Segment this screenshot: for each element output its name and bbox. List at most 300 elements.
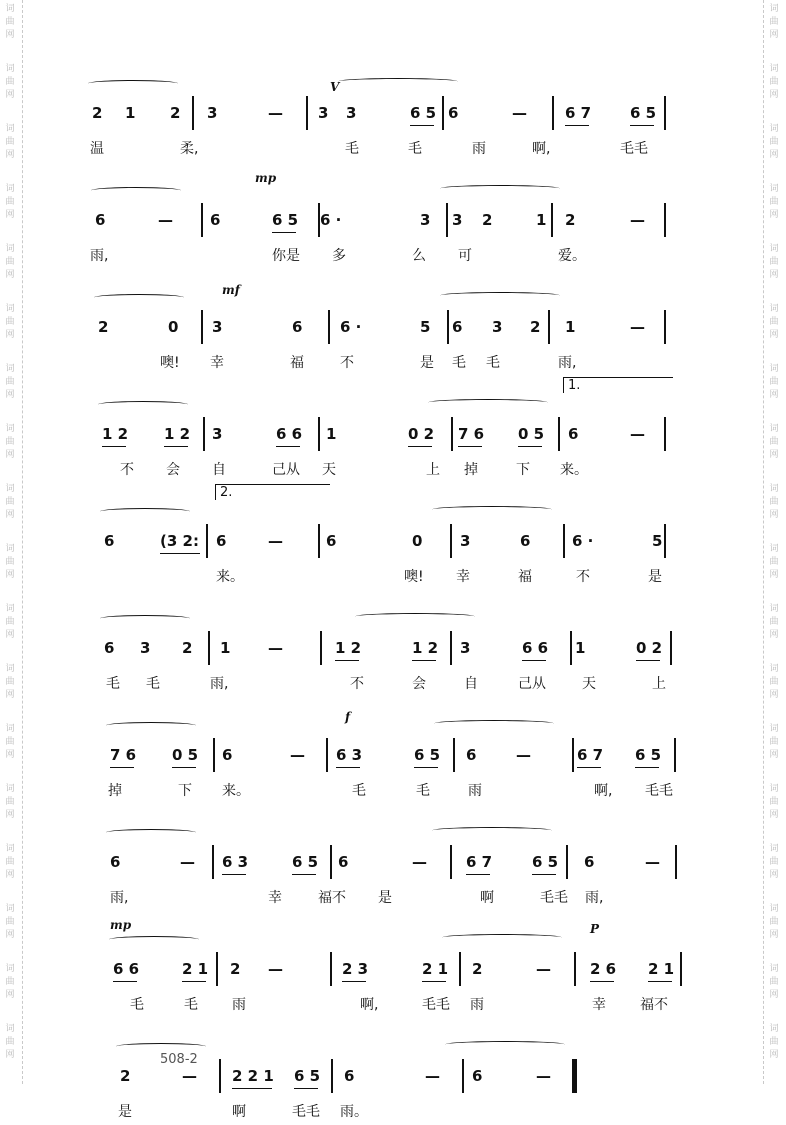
note: 6 5 (532, 853, 559, 871)
note: 6 (326, 532, 337, 550)
note: — (268, 639, 283, 657)
note: — (290, 746, 305, 764)
note: 6 7 (466, 853, 493, 871)
note: 6 7 (577, 746, 604, 764)
watermark-char: 词 (769, 184, 779, 194)
note: 3 (452, 211, 463, 229)
bar-line (462, 1059, 464, 1093)
bar-line (664, 310, 666, 344)
lyric: 温 (90, 141, 104, 157)
note: 3 (460, 639, 471, 657)
bar-line (570, 631, 572, 665)
watermark-char: 网 (5, 630, 15, 640)
bar-line (447, 310, 449, 344)
note: — (645, 853, 660, 871)
note: 6 5 (410, 104, 437, 122)
slur (106, 829, 196, 836)
watermark-char: 网 (769, 510, 779, 520)
watermark-char: 词 (5, 784, 15, 794)
watermark-char: 词 (769, 64, 779, 74)
note: 6 (568, 425, 579, 443)
score-system (0, 171, 786, 269)
note: 6 7 (565, 104, 592, 122)
watermark-char: 网 (769, 870, 779, 880)
slur (100, 615, 190, 622)
watermark-char: 曲 (5, 137, 15, 147)
note: 6 (452, 318, 463, 336)
watermark-char: 曲 (5, 197, 15, 207)
note: 1 2 (412, 639, 439, 657)
bar-line (330, 845, 332, 879)
note: 2 (565, 211, 576, 229)
note: 6 5 (294, 1067, 321, 1085)
note: 2 (472, 960, 483, 978)
volta-bracket: 1. (563, 377, 673, 393)
bar-line (318, 524, 320, 558)
note: 6 (292, 318, 303, 336)
note: 3 (492, 318, 503, 336)
note: — (425, 1067, 440, 1085)
lyric: 雨, (585, 890, 604, 906)
bar-line (664, 203, 666, 237)
lyric: 噢! (404, 569, 424, 585)
note: 6 · (320, 211, 342, 229)
score-system (0, 710, 786, 804)
lyric: 雨, (558, 355, 577, 371)
note: 6 (584, 853, 595, 871)
score-system (0, 378, 786, 483)
watermark-char: 网 (769, 90, 779, 100)
watermark-char: 网 (769, 630, 779, 640)
note: 6 (338, 853, 349, 871)
note: 7 6 (458, 425, 485, 443)
note: 6 (210, 211, 221, 229)
lyric: 毛 (452, 355, 466, 371)
bar-line (664, 524, 666, 558)
note: 3 (318, 104, 329, 122)
lyric: 幸 (268, 890, 282, 906)
watermark-char: 曲 (5, 257, 15, 267)
slur (109, 936, 199, 943)
slur (440, 292, 560, 299)
watermark-char: 网 (5, 450, 15, 460)
beam-line (408, 446, 432, 447)
bar-line (206, 524, 208, 558)
slur (88, 80, 178, 87)
note: 3 (346, 104, 357, 122)
watermark-char: 词 (5, 1024, 15, 1034)
watermark-char: 词 (5, 4, 15, 14)
watermark-char: 曲 (769, 557, 779, 567)
beam-line (110, 767, 134, 768)
note: 6 (216, 532, 227, 550)
note: — (516, 746, 531, 764)
lyric: 毛毛 (540, 890, 568, 906)
watermark-char: 网 (769, 270, 779, 280)
lyric: 会 (412, 676, 426, 692)
watermark-char: 网 (5, 390, 15, 400)
slur (428, 399, 548, 406)
watermark-char: 词 (769, 124, 779, 134)
watermark-char: 网 (769, 810, 779, 820)
beam-line (458, 446, 482, 447)
watermark-char: 词 (769, 844, 779, 854)
bar-line (563, 524, 565, 558)
note: 6 (104, 639, 115, 657)
bar-line (306, 96, 308, 130)
bar-line (453, 738, 455, 772)
watermark-char: 曲 (5, 797, 15, 807)
lyric: 福 (290, 355, 304, 371)
watermark-char: 词 (5, 424, 15, 434)
watermark-char: 曲 (5, 317, 15, 327)
watermark-char: 网 (769, 150, 779, 160)
slur (440, 185, 560, 192)
bar-line (680, 952, 682, 986)
lyric: 毛 (486, 355, 500, 371)
watermark-char: 曲 (769, 77, 779, 87)
bar-line (328, 310, 330, 344)
note: 0 5 (518, 425, 545, 443)
watermark-char: 曲 (5, 1037, 15, 1047)
lyric: 己从 (518, 676, 546, 692)
watermark-char: 网 (769, 690, 779, 700)
note: 1 (565, 318, 576, 336)
lyric: 你是 (272, 248, 300, 264)
slur (442, 934, 562, 941)
bar-line (558, 417, 560, 451)
watermark-char: 网 (5, 870, 15, 880)
note: 1 2 (335, 639, 362, 657)
beam-line (414, 767, 438, 768)
note: 6 (110, 853, 121, 871)
lyric: 来。 (560, 462, 588, 478)
lyric: 爱。 (558, 248, 586, 264)
bar-line (212, 845, 214, 879)
watermark-char: 曲 (5, 917, 15, 927)
lyric: 自 (212, 462, 226, 478)
watermark-char: 曲 (769, 257, 779, 267)
beam-line (182, 981, 206, 982)
slur (355, 613, 475, 620)
note: 6 (520, 532, 531, 550)
note: 6 (104, 532, 115, 550)
lyric: 啊, (360, 997, 379, 1013)
beam-line (577, 767, 601, 768)
note: 2 1 (182, 960, 209, 978)
note: 1 (536, 211, 547, 229)
watermark-char: 网 (769, 390, 779, 400)
watermark-char: 曲 (5, 437, 15, 447)
note: 2 (182, 639, 193, 657)
watermark-char: 词 (5, 664, 15, 674)
bar-line (574, 952, 576, 986)
watermark-char: 曲 (5, 617, 15, 627)
beam-line (422, 981, 446, 982)
lyric: 啊 (480, 890, 494, 906)
lyric: 是 (420, 355, 434, 371)
beam-line (412, 660, 436, 661)
bar-line (451, 417, 453, 451)
slur (432, 506, 552, 513)
lyric: 毛 (130, 997, 144, 1013)
lyric: 是 (118, 1104, 132, 1120)
watermark-char: 网 (5, 930, 15, 940)
lyric: 么 (412, 248, 426, 264)
note: 3 (420, 211, 431, 229)
watermark-char: 曲 (769, 437, 779, 447)
bar-line (320, 631, 322, 665)
lyric: 不 (350, 676, 364, 692)
watermark-char: 曲 (5, 677, 15, 687)
dynamic-mark: P (590, 922, 600, 936)
watermark-char: 词 (5, 904, 15, 914)
watermark-char: 网 (769, 210, 779, 220)
beam-line (648, 981, 672, 982)
watermark-char: 词 (5, 184, 15, 194)
watermark-char: 词 (5, 964, 15, 974)
beam-line (466, 874, 490, 875)
bar-line (674, 738, 676, 772)
dynamic-mark: mp (255, 171, 277, 185)
beam-line (272, 232, 296, 233)
lyric: 啊 (232, 1104, 246, 1120)
watermark-char: 词 (5, 844, 15, 854)
dynamic-mark: mf (222, 283, 240, 297)
watermark-char: 曲 (769, 197, 779, 207)
lyric: 来。 (222, 783, 250, 799)
lyric: 福 (518, 569, 532, 585)
beam-line (335, 660, 359, 661)
watermark-char: 曲 (769, 497, 779, 507)
note: 6 (466, 746, 477, 764)
watermark-char: 词 (769, 4, 779, 14)
watermark-char: 网 (5, 270, 15, 280)
watermark-char: 网 (769, 330, 779, 340)
note: 6 (95, 211, 106, 229)
lyric: 下 (178, 783, 192, 799)
lyric: 毛 (345, 141, 359, 157)
beam-line (410, 125, 434, 126)
beam-line (518, 446, 542, 447)
bar-line (203, 417, 205, 451)
lyric: 雨。 (340, 1104, 368, 1120)
watermark-char: 曲 (769, 317, 779, 327)
note: — (630, 425, 645, 443)
watermark-char: 网 (5, 90, 15, 100)
lyric: 毛 (146, 676, 160, 692)
slur (445, 1041, 565, 1048)
lyric: 雨 (468, 783, 482, 799)
bar-line (331, 1059, 333, 1093)
note: 6 3 (336, 746, 363, 764)
note: 5 (420, 318, 431, 336)
watermark-char: 网 (5, 690, 15, 700)
lyric: 福不 (640, 997, 668, 1013)
score-system (0, 485, 786, 590)
lyric: 啊, (594, 783, 613, 799)
lyric: 掉 (464, 462, 478, 478)
bar-line (330, 952, 332, 986)
watermark-char: 网 (5, 30, 15, 40)
watermark-char: 词 (769, 784, 779, 794)
note: 3 (140, 639, 151, 657)
watermark-char: 网 (5, 570, 15, 580)
bar-line (208, 631, 210, 665)
watermark-char: 曲 (5, 857, 15, 867)
watermark-char: 词 (5, 64, 15, 74)
note: 2 (530, 318, 541, 336)
note: 6 3 (222, 853, 249, 871)
watermark-char: 词 (769, 364, 779, 374)
watermark-char: 曲 (769, 17, 779, 27)
lyric: 上 (652, 676, 666, 692)
lyric: 毛毛 (645, 783, 673, 799)
watermark-char: 词 (769, 484, 779, 494)
watermark-char: 词 (5, 544, 15, 554)
watermark-char: 词 (5, 724, 15, 734)
note: — (182, 1067, 197, 1085)
note: 0 (168, 318, 179, 336)
bar-line (450, 524, 452, 558)
note: — (268, 104, 283, 122)
note: — (630, 318, 645, 336)
watermark-char: 词 (769, 604, 779, 614)
note: — (158, 211, 173, 229)
note: 2 (120, 1067, 131, 1085)
note: 2 (98, 318, 109, 336)
lyric: 毛 (184, 997, 198, 1013)
note: 1 (125, 104, 136, 122)
note: 1 (575, 639, 586, 657)
beam-line (276, 446, 300, 447)
lyric: 不 (576, 569, 590, 585)
watermark-char: 词 (769, 964, 779, 974)
watermark-char: 词 (5, 124, 15, 134)
lyric: 毛 (106, 676, 120, 692)
watermark-char: 曲 (5, 557, 15, 567)
note: — (268, 532, 283, 550)
watermark-char: 词 (769, 424, 779, 434)
slur (116, 1043, 206, 1050)
slur (106, 722, 196, 729)
lyric: 己从 (272, 462, 300, 478)
watermark-char: 网 (5, 810, 15, 820)
note: 6 5 (414, 746, 441, 764)
lyric: 毛 (408, 141, 422, 157)
beam-line (532, 874, 556, 875)
beam-line (102, 446, 126, 447)
lyric: 毛 (416, 783, 430, 799)
watermark-char: 词 (5, 364, 15, 374)
note: 1 (220, 639, 231, 657)
watermark-char: 网 (769, 30, 779, 40)
lyric: 是 (378, 890, 392, 906)
watermark-char: 网 (5, 210, 15, 220)
watermark-char: 曲 (769, 137, 779, 147)
bar-line (192, 96, 194, 130)
slur (100, 508, 190, 515)
dynamic-mark: f (345, 710, 351, 724)
watermark-char: 网 (5, 330, 15, 340)
beam-line (636, 660, 660, 661)
lyric: 雨, (210, 676, 229, 692)
lyric: 是 (648, 569, 662, 585)
beam-line (294, 1088, 318, 1089)
note: (3 2: (160, 532, 199, 550)
beam-line (160, 553, 200, 554)
watermark-char: 曲 (5, 17, 15, 27)
watermark-char: 曲 (5, 377, 15, 387)
beam-line (292, 874, 316, 875)
watermark-char: 曲 (5, 737, 15, 747)
note: 6 6 (113, 960, 140, 978)
note: 2 1 (648, 960, 675, 978)
lyric: 自 (464, 676, 478, 692)
watermark-char: 词 (769, 724, 779, 734)
note: 6 6 (522, 639, 549, 657)
lyric: 雨 (232, 997, 246, 1013)
note: 6 5 (292, 853, 319, 871)
note: 2 (482, 211, 493, 229)
lyric: 雨 (470, 997, 484, 1013)
beam-line (590, 981, 614, 982)
watermark-char: 词 (769, 304, 779, 314)
note: — (412, 853, 427, 871)
bar-line (675, 845, 677, 879)
watermark-char: 网 (5, 510, 15, 520)
watermark-char: 词 (5, 304, 15, 314)
watermark-char: 网 (5, 150, 15, 160)
bar-line (551, 203, 553, 237)
watermark-char: 网 (769, 750, 779, 760)
watermark-char: 网 (769, 570, 779, 580)
beam-line (522, 660, 546, 661)
score-system (0, 918, 786, 1018)
note: 6 (344, 1067, 355, 1085)
slur (338, 78, 458, 85)
note: 3 (212, 425, 223, 443)
score-system (0, 283, 786, 376)
watermark-char: 曲 (769, 677, 779, 687)
bar-line (442, 96, 444, 130)
watermark-char: 曲 (769, 377, 779, 387)
bar-line (201, 203, 203, 237)
lyric: 雨 (472, 141, 486, 157)
lyric: 天 (322, 462, 336, 478)
lyric: 幸 (456, 569, 470, 585)
watermark-char: 曲 (769, 737, 779, 747)
watermark-char: 网 (769, 930, 779, 940)
note: 6 · (340, 318, 362, 336)
bar-line (446, 203, 448, 237)
watermark-char: 词 (5, 604, 15, 614)
watermark-char: 词 (769, 664, 779, 674)
lyric: 可 (458, 248, 472, 264)
watermark-char: 曲 (769, 1037, 779, 1047)
lyric: 多 (332, 248, 346, 264)
note: 2 (230, 960, 241, 978)
note: 6 (472, 1067, 483, 1085)
lyric: 掉 (108, 783, 122, 799)
beam-line (630, 125, 654, 126)
note: 6 5 (272, 211, 299, 229)
score-system (0, 80, 786, 162)
bar-line (213, 738, 215, 772)
note: 6 (222, 746, 233, 764)
lyric: 不 (340, 355, 354, 371)
beam-line (164, 446, 188, 447)
